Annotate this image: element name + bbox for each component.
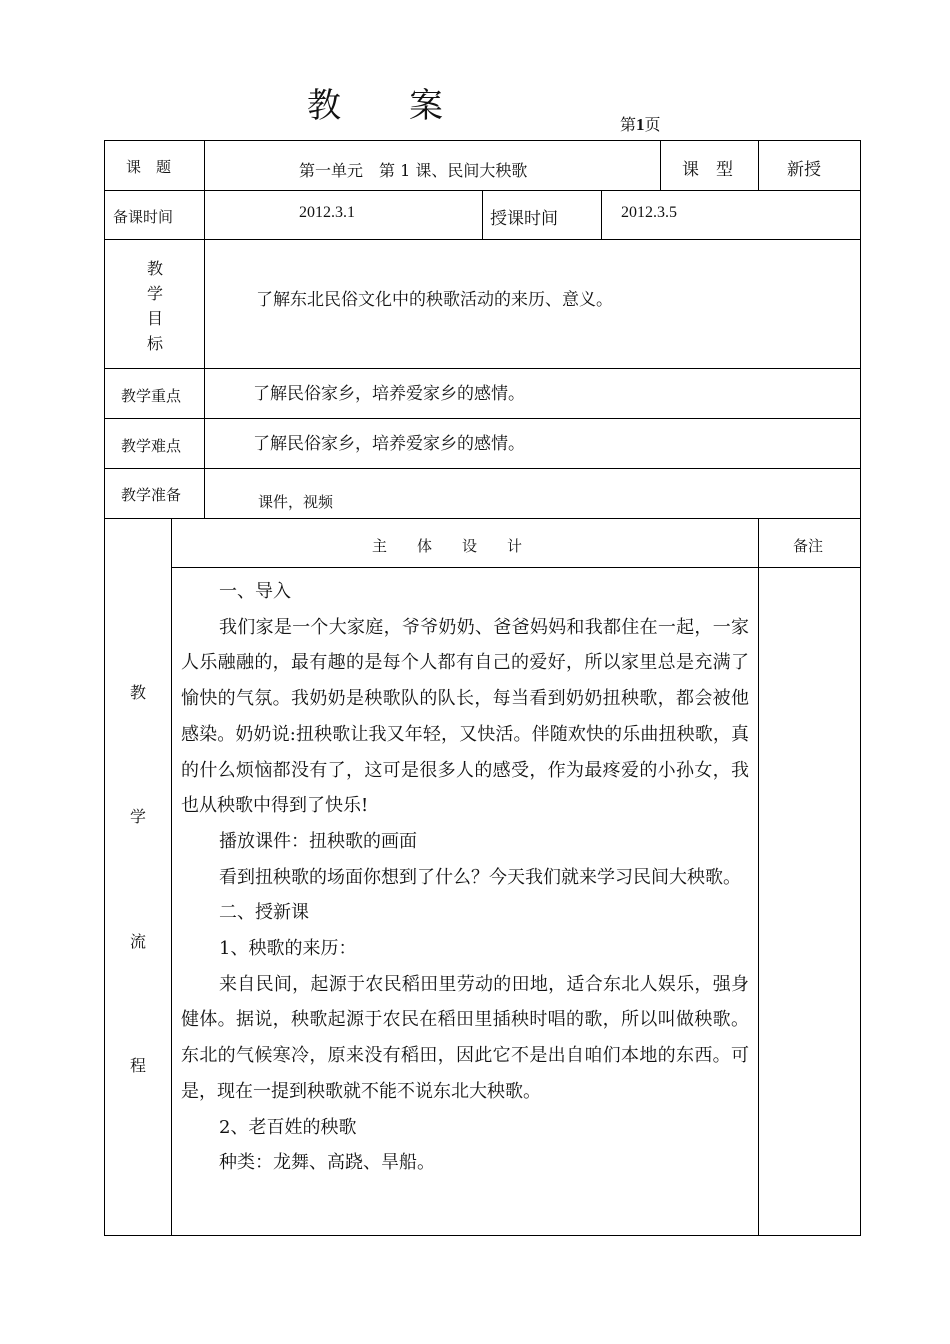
process-label-char: 流 xyxy=(129,932,146,951)
teach-time-label: 授课时间 xyxy=(490,209,558,229)
notes-header: 备注 xyxy=(793,537,824,555)
prep-time-value: 2012.3.1 xyxy=(299,204,355,221)
title-char-2: 案 xyxy=(409,86,443,126)
page-suffix: 页 xyxy=(644,115,661,134)
page-number xyxy=(620,112,661,135)
body-paragraph: 一、导入 xyxy=(219,581,291,602)
design-header: 主 体 设 计 xyxy=(372,537,523,555)
difficulty-value: 了解民俗家乡，培养爱家乡的感情。 xyxy=(253,434,525,454)
title-char-1: 教 xyxy=(307,86,341,126)
topic-label: 课 题 xyxy=(126,158,172,176)
topic-value: 第一单元 第 1 课、民间大秧歌 xyxy=(299,161,528,180)
body-paragraph: 看到扭秧歌的场面你想到了什么？今天我们就来学习民间大秧歌。 xyxy=(219,866,741,888)
process-label-char: 学 xyxy=(129,807,146,826)
goal-label-char: 学 xyxy=(146,284,163,303)
body-paragraph: 二、授新课 xyxy=(219,902,309,924)
body-paragraph: 我们家是一个大家庭，爷爷奶奶、爸爸妈妈和我都住在一起，一家人乐融融的，最有趣的是每个人都有自己的爱好，所以家里总是充满了愉快的气氛。我奶奶是秧歌队的队长，每当看到奶奶扭秧歌，都会被他感染。奶奶说:扭秧歌让我又年轻，又快活。伴随欢快的乐曲扭秧歌，真的什么烦恼都没有了，这可是很多人的感受，作为最疼爱的小孙女，我也从秧歌中得到了快乐! xyxy=(181,616,749,817)
process-label-char: 程 xyxy=(129,1056,146,1075)
materials-label: 教学准备 xyxy=(121,486,182,504)
page-number-value: 1 xyxy=(636,115,645,134)
goal-label-char: 标 xyxy=(146,334,163,353)
focus-label: 教学重点 xyxy=(121,387,182,405)
goal-value: 了解东北民俗文化中的秧歌活动的来历、意义。 xyxy=(256,290,613,310)
body-paragraph: 种类：龙舞、高跷、旱船。 xyxy=(219,1152,435,1174)
page-prefix: 第 xyxy=(620,115,637,134)
teach-time-value: 2012.3.5 xyxy=(621,204,677,221)
prep-time-label: 备课时间 xyxy=(113,208,174,226)
materials-value: 课件，视频 xyxy=(258,493,334,511)
goal-label-char: 教 xyxy=(146,259,163,278)
body-paragraph: 播放课件：扭秧歌的画面 xyxy=(219,830,417,852)
goal-label-char: 目 xyxy=(146,309,163,328)
process-label-char: 教 xyxy=(129,683,146,702)
design-body xyxy=(181,574,749,1181)
difficulty-label: 教学难点 xyxy=(121,437,182,455)
focus-value: 了解民俗家乡，培养爱家乡的感情。 xyxy=(253,384,525,404)
body-paragraph: 来自民间，起源于农民稻田里劳动的田地，适合东北人娱乐，强身健体。据说，秧歌起源于农民在稻田里插秧时唱的歌，所以叫做秧歌。东北的气候寒冷，原来没有稻田，因此它不是出自咱们本地的东西。可是，现在一提到秧歌就不能不说东北大秧歌。 xyxy=(181,973,749,1102)
type-label: 课 型 xyxy=(682,160,733,180)
body-paragraph: 1、秧歌的来历： xyxy=(219,938,357,960)
body-paragraph: 2、老百姓的秧歌 xyxy=(219,1116,357,1138)
type-value: 新授 xyxy=(787,160,821,180)
